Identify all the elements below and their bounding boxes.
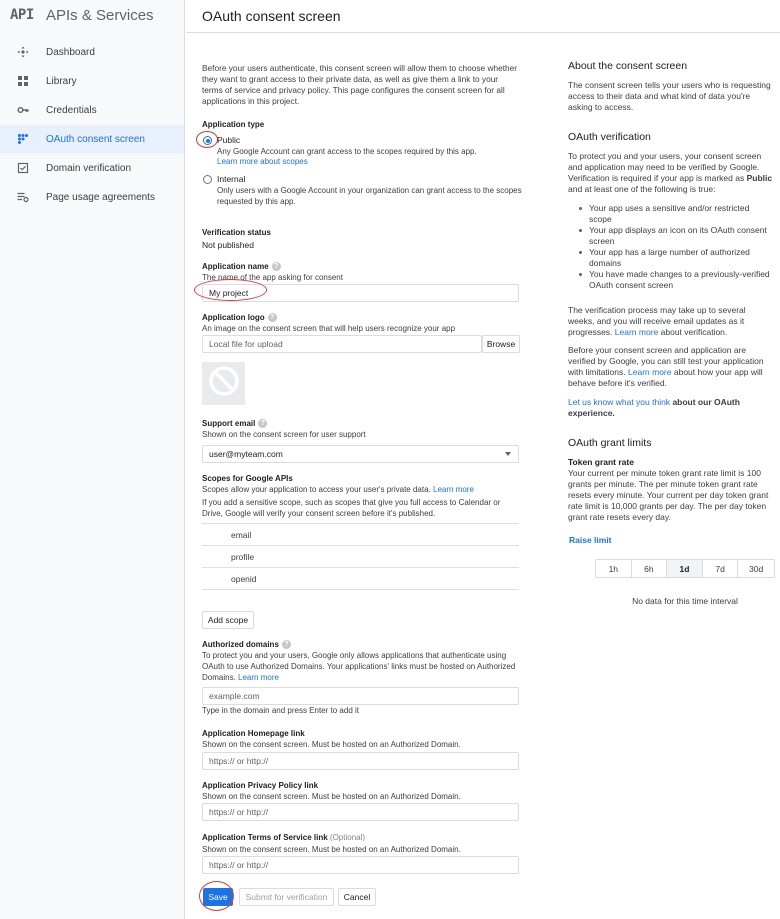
range-tab-6h[interactable]: 6h <box>632 560 668 577</box>
range-tab-30d[interactable]: 30d <box>749 563 764 574</box>
process-text: The verification process may take up to several weeks, and you will receive email updates as it progresses. <box>568 305 746 337</box>
verification-status-label: Verification status <box>202 228 271 237</box>
sidebar-item-oauth-consent-screen[interactable] <box>0 125 184 153</box>
sidebar-item-label: OAuth consent screen <box>46 133 145 145</box>
public-desc: Any Google Account can grant access to the scopes required by this app. <box>217 147 477 156</box>
sidebar-item-library[interactable] <box>0 67 184 95</box>
internal-label[interactable]: Internal <box>217 174 246 184</box>
scope-row: openid <box>202 568 519 590</box>
before-verification-text <box>568 345 774 389</box>
intro-text: Before your users authenticate, this consent screen will allow them to choose whether they want to grant access to their private data, as well as give them a link to your terms of service and privacy policy. This page configures the consent screen for all applications in this project. <box>202 63 517 106</box>
authorized-domains-label <box>202 640 291 649</box>
list-item: Your app has a large number of authorized domains <box>568 247 774 269</box>
app-name-input[interactable]: My project <box>202 284 519 302</box>
empty-state-text: No data for this time interval <box>632 596 738 606</box>
scopes-desc <box>202 484 474 495</box>
logo-placeholder <box>202 362 245 405</box>
public-label[interactable]: Public <box>217 135 241 145</box>
no-image-icon <box>207 364 241 403</box>
key-icon <box>0 104 46 116</box>
sidebar-item-label: Library <box>46 75 77 87</box>
scope-row: email <box>202 524 519 546</box>
scopes-desc-text: Scopes allow your application to access your user's private data. <box>202 485 431 494</box>
help-icon[interactable]: ? <box>258 419 267 428</box>
tos-label-text: Application Terms of Service link <box>202 833 328 842</box>
homepage-input[interactable]: https:// or http:// <box>202 752 519 770</box>
save-button[interactable]: Save <box>203 888 233 906</box>
verification-intro-bold: Public <box>746 173 773 183</box>
domains-learn-more-link[interactable]: Learn more <box>238 673 279 682</box>
feedback-text <box>568 397 774 419</box>
range-tab-1h[interactable]: 1h <box>596 560 632 577</box>
verification-intro-text: and at least one of the following is true: <box>568 184 716 194</box>
authorized-domain-hint: Type in the domain and press Enter to add it <box>202 706 359 715</box>
app-title: APIs & Services <box>46 6 154 24</box>
feedback-link[interactable]: Let us know what you think <box>568 397 671 407</box>
homepage-desc: Shown on the consent screen. Must be hosted on an Authorized Domain. <box>202 740 461 749</box>
sidebar-item-label: Credentials <box>46 104 97 116</box>
before-text: Before your consent screen and application are verified by Google, you can still test your application with limitations. <box>568 345 764 377</box>
token-grant-rate-label: Token grant rate <box>568 457 634 467</box>
page-title: OAuth consent screen <box>202 8 341 24</box>
dashboard-icon <box>0 46 46 58</box>
app-logo-label-text: Application logo <box>202 313 265 322</box>
list-item: You have made changes to a previously-verified OAuth consent screen <box>568 269 774 291</box>
api-logo: API <box>10 7 34 23</box>
privacy-policy-input[interactable]: https:// or http:// <box>202 803 519 821</box>
list-item: Your app displays an icon on its OAuth consent screen <box>568 225 774 247</box>
app-name-label <box>202 262 281 271</box>
verification-criteria-list <box>568 203 774 291</box>
support-email-label-text: Support email <box>202 419 256 428</box>
annotation-circle <box>196 131 218 148</box>
browse-button[interactable]: Browse <box>482 335 520 353</box>
limits-text: Your current per minute token grant rate limit is 100 grants per minute. The per minute token grant rate resets every minute. Your current per day token grant rate limit is 10,000 grants per day. The per day token grant rate resets every day. <box>568 468 769 522</box>
add-scope-button[interactable]: Add scope <box>202 611 254 629</box>
privacy-policy-label: Application Privacy Policy link <box>202 781 319 790</box>
sidebar-item-domain-verification[interactable] <box>0 154 184 182</box>
consent-icon <box>0 133 46 145</box>
support-email-select[interactable] <box>202 445 519 463</box>
app-logo-desc: An image on the consent screen that will help users recognize your app <box>202 324 456 333</box>
app-name-desc: The name of the app asking for consent <box>202 273 343 282</box>
help-icon[interactable]: ? <box>272 262 281 271</box>
authorized-domains-desc <box>202 650 520 683</box>
range-tab-7d[interactable]: 7d <box>703 560 739 577</box>
sidebar-item-label: Domain verification <box>46 162 132 174</box>
logo-file-input[interactable]: Local file for upload <box>202 335 482 353</box>
verification-intro-text: To protect you and your users, your consent screen and application may need to be verified by Google. Verification is required if your app is marked as <box>568 151 762 183</box>
about-title: About the consent screen <box>568 60 688 72</box>
about-text: The consent screen tells your users who is requesting access to their data and what kind of data you're asking to access. <box>568 80 771 112</box>
submit-for-verification-button[interactable]: Submit for verification <box>239 888 334 906</box>
support-email-desc: Shown on the consent screen for user support <box>202 430 366 439</box>
sidebar-item-credentials[interactable] <box>0 96 184 124</box>
tos-label <box>202 833 365 842</box>
verification-title: OAuth verification <box>568 131 651 143</box>
cancel-button[interactable]: Cancel <box>338 888 376 906</box>
sidebar-item-dashboard[interactable] <box>0 38 184 66</box>
app-name-label-text: Application name <box>202 262 269 271</box>
authorized-domain-input[interactable]: example.com <box>202 687 519 705</box>
sidebar-item-page-usage-agreements[interactable] <box>0 183 184 211</box>
limits-title: OAuth grant limits <box>568 437 652 449</box>
verification-process-text <box>568 305 774 338</box>
internal-desc: Only users with a Google Account in your organization can grant access to the scopes requested by this app. <box>217 186 522 206</box>
authorized-domains-desc-text: To protect you and your users, Google only allows applications that authenticate using OAuth to use Authorized Domains. Your applications' links must be hosted on Authorized Domains. <box>202 651 516 682</box>
homepage-label: Application Homepage link <box>202 729 305 738</box>
support-email-label <box>202 419 267 428</box>
page-header <box>186 0 780 33</box>
annotation-circle <box>194 279 267 301</box>
feedback-bold: about our OAuth experience. <box>568 397 740 418</box>
before-text: about how your app will behave before it's verified. <box>568 367 763 388</box>
verification-learn-more-link[interactable]: Learn more <box>614 327 659 337</box>
time-range-tabs <box>595 559 775 578</box>
scopes-label: Scopes for Google APIs <box>202 474 293 483</box>
dropdown-arrow-icon <box>505 452 511 456</box>
scopes-note: If you add a sensitive scope, such as scopes that give you full access to Calendar or Drive, Google will verify your consent screen before it's published. <box>202 498 501 518</box>
app-type-label: Application type <box>202 120 265 129</box>
optional-tag: (Optional) <box>329 833 366 842</box>
list-item: Your app uses a sensitive and/or restricted scope <box>568 203 774 225</box>
scopes-learn-more-link[interactable]: Learn more <box>433 485 474 494</box>
help-icon[interactable]: ? <box>282 640 291 649</box>
process-text: about verification. <box>660 327 728 337</box>
tos-desc: Shown on the consent screen. Must be hosted on an Authorized Domain. <box>202 845 461 854</box>
authorized-domains-label-text: Authorized domains <box>202 640 279 649</box>
raise-limit-link[interactable]: Raise limit <box>569 535 612 545</box>
brand[interactable] <box>0 0 184 30</box>
help-icon[interactable]: ? <box>268 313 277 322</box>
privacy-policy-desc: Shown on the consent screen. Must be hosted on an Authorized Domain. <box>202 792 461 801</box>
range-tab-1d[interactable]: 1d <box>667 560 703 577</box>
sidebar-item-label: Page usage agreements <box>46 191 155 203</box>
tos-input[interactable]: https:// or http:// <box>202 856 519 874</box>
library-icon <box>0 75 46 87</box>
scope-row: profile <box>202 546 519 568</box>
verification-status-value: Not published <box>202 240 254 250</box>
app-logo-label <box>202 313 277 322</box>
sidebar <box>0 0 185 919</box>
sidebar-item-label: Dashboard <box>46 46 95 58</box>
settings-list-icon <box>0 191 46 203</box>
annotation-circle <box>199 881 234 911</box>
internal-radio[interactable] <box>203 175 212 184</box>
verification-intro <box>568 151 774 195</box>
learn-more-scopes-link[interactable]: Learn more about scopes <box>217 157 308 166</box>
checkbox-icon <box>0 162 46 174</box>
support-email-value: user@myteam.com <box>209 449 283 459</box>
behavior-learn-more-link[interactable]: Learn more <box>628 367 672 377</box>
